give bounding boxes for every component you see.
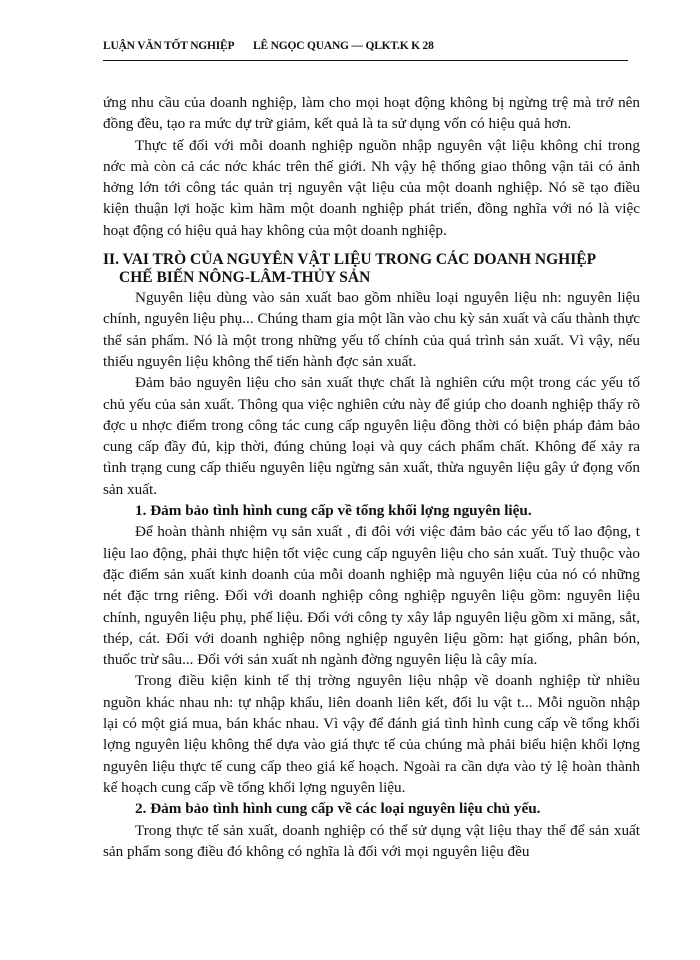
- spacer: [103, 241, 640, 251]
- section-heading-line-1: II. VAI TRÒ CỦA NGUYÊN VẬT LIỆU TRONG CÁC DOANH NGHIỆP: [103, 251, 597, 269]
- paragraph-7: Trong thực tế sản xuất, doanh nghiệp có thể sử dụng vật liệu thay thế để sản xuất sản phẩm song điều đó không có nghĩa là đối với mọi nguyên liệu đều: [103, 821, 640, 860]
- paragraph-5: Để hoàn thành nhiệm vụ sản xuất , đi đôi với việc đảm bảo các yếu tố lao động, t liệu lao động, phải thực hiện tốt việc cung cấp nguyên liệu cho sản xuất. Tuỳ thuộc vào đặc điểm sản xuất kinh doanh của mỗi doanh nghiệp mà nguyên liệu của nó có những nét đặc trng riêng. Đối với doanh nghiệp công nghiệp nguyên liệu gồm: nguyên liệu chính, nguyên liệu phụ, phế liệu. Đối với công ty xây lắp nguyên liệu gồm xi măng, sắt, thép, cát. Đối với doanh nghiệp nông nghiệp nguyên liệu gồm: hạt giống, phân bón, thuốc trừ sâu... Đối với sản xuất nh ngành đờng nguyên liệu là cây mía.: [103, 523, 640, 669]
- paragraph-2: Thực tế đối với mỗi doanh nghiệp nguồn nhập nguyên vật liệu không chỉ trong nớc mà còn cả các nớc khác trên thế giới. Nh vậy hệ thống giao thông vận tải có ảnh hởng lớn tới công tác quản trị nguyên vật liệu của một doanh nghiệp. Nó sẽ tạo điều kiện thuận lợi hoặc kìm hãm một doanh nghiệp phát triển, đồng nghĩa với nó là việc hoạt động có hiệu quả hay không của một doanh nghiệp.: [103, 136, 640, 239]
- paragraph-3: Nguyên liệu dùng vào sản xuất bao gồm nhiều loại nguyên liệu nh: nguyên liệu chính, nguyên liệu phụ... Chúng tham gia một lần vào chu kỳ sản xuất và cấu thành thực thể sản phẩm. Nó là một trong những yếu tố chính của quá trình sản xuất. Vì vậy, nếu thiếu nguyên liệu không thể tiến hành đợc sản xuất.: [103, 289, 640, 370]
- header-author-label: LÊ NGỌC QUANG — QLKT.K K 28: [253, 40, 434, 52]
- paragraph-6: Trong điều kiện kinh tế thị trờng nguyên liệu nhập về doanh nghiệp từ nhiều nguồn khác nhau nh: tự nhập khẩu, liên doanh liên kết, đổi lu vật t... Mỗi nguồn nhập lại có một giá mua, bán khác nhau. Vì vậy để đánh giá tình hình cung cấp về tổng khối lợng nguyên liệu không thể dựa vào giá thực tế của chúng mà phải biểu hiện khối lợng nguyên liệu thực tế cung cấp theo giá kế hoạch. Ngoài ra cần dựa vào tỷ lệ hoàn thành kế hoạch cung cấp về tổng khối lợng nguyên liệu.: [103, 672, 640, 796]
- header-thesis-label: LUẬN VĂN TỐT NGHIỆP: [103, 40, 235, 52]
- page-header: [103, 40, 623, 58]
- section-heading-line-2: CHẾ BIẾN NÔNG-LÂM-THỦY SẢN: [119, 269, 371, 287]
- page-body: [103, 92, 640, 862]
- paragraph-4: Đảm bảo nguyên liệu cho sản xuất thực chất là nghiên cứu một trong các yếu tố chủ yếu của sản xuất. Thông qua việc nghiên cứu này để giúp cho doanh nghiệp thấy rõ đợc u nhợc điểm trong công tác cung cấp nguyên liệu đồng thời có biện pháp đảm bảo cung cấp đầy đủ, kịp thời, đúng chủng loại và quy cách phẩm chất. Không để xảy ra tình trạng cung cấp thiếu nguyên liệu ngừng sản xuất, thừa nguyên liệu gây ứ đọng vốn sản xuất.: [103, 374, 640, 498]
- paragraph-1: ứng nhu cầu của doanh nghiệp, làm cho mọi hoạt động không bị ngừng trệ mà trở nên đồng đều, tạo ra mức dự trữ giảm, kết quả là ta sử dụng vốn có hiệu quả hơn.: [103, 94, 640, 133]
- section-heading-2: [103, 251, 640, 287]
- header-divider: [103, 60, 628, 61]
- subheading-1: 1. Đảm bảo tình hình cung cấp về tổng khối lợng nguyên liệu.: [135, 502, 532, 520]
- subheading-2: 2. Đảm bảo tình hình cung cấp về các loại nguyên liệu chủ yếu.: [135, 800, 541, 818]
